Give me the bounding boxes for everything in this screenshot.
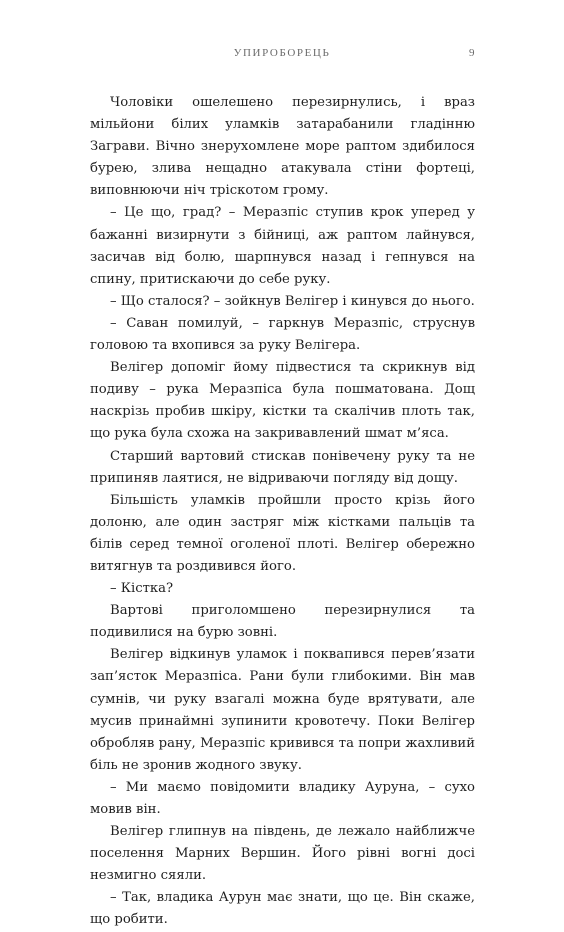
body-text: [90, 92, 475, 932]
paragraph: – Кістка?: [110, 581, 174, 597]
paragraph: Вартові приголомшено перезирнулися та подивилися на бурю зовні.: [90, 603, 475, 641]
paragraph: – Так, владика Аурун має знати, що це. Він скаже, що робити.: [90, 890, 475, 928]
paragraph: – Ми маємо повідомити владику Ауруна, – сухо мовив він.: [90, 779, 475, 817]
paragraph: Чоловіки ошелешено перезирнулись, і враз мільйони білих уламків затарабанили гладінню Заграви. Вічно знерухомлене море раптом здибилося бурею, злива нещадно атакувала стіни фортеці, виповнюючи ніч тріскотом грому.: [90, 95, 475, 199]
running-title: УПИРОБОРЕЦЬ: [233, 47, 331, 59]
paragraph: Більшість уламків пройшли просто крізь його долоню, але один застряг між кістками пальців та білів серед темної оголеної плоті. Велігер обережно витягнув та роздивився його.: [90, 492, 475, 574]
page-number: 9: [469, 47, 475, 59]
paragraph: – Саван помилуй, – гаркнув Меразпіс, струснув головою та вхопився за руку Велігера.: [90, 315, 475, 354]
running-header: [0, 47, 564, 63]
paragraph: – Це що, град? – Меразпіс ступив крок уперед у бажанні визирнути з бійниці, аж раптом лайнувся, засичав від болю, шарпнувся назад і гепнувся на спину, притискаючи до себе руку.: [90, 205, 475, 287]
paragraph: Велігер відкинув уламок і поквапився перев’язати зап’ясток Меразпіса. Рани були глибокими. Він мав сумнів, чи руку взагалі можна буде врятувати, але мусив принаймні зупинити кровотечу. Поки Велігер обробляв рану, Меразпіс кривився та попри жахливий біль не зронив жодного звуку.: [90, 647, 475, 773]
paragraph: Старший вартовий стискав понівечену руку та не припиняв лаятися, не відриваючи погляду від дощу.: [90, 448, 475, 486]
paragraph: – Що сталося? – зойкнув Велігер і кинувся до нього.: [110, 293, 475, 309]
paragraph: Велігер глипнув на південь, де лежало найближче поселення Марних Вершин. Його рівні вогні досі незмигно сяяли.: [90, 824, 475, 884]
paragraph: Велігер допоміг йому підвестися та скрикнув від подиву – рука Меразпіса була пошматована. Дощ наскрізь пробив шкіру, кістки та скалічив плоть так, що рука була схожа на закривавлений шмат м’яса.: [90, 360, 475, 442]
